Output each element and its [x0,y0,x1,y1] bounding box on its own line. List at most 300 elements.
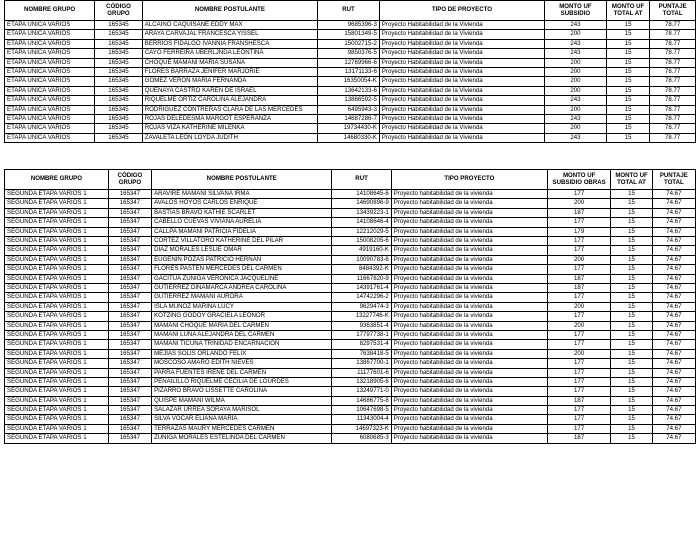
cell-rut: 17797738-1 [332,330,391,339]
table-row [5,133,696,142]
cell-monto-total-at: 15 [606,105,650,114]
cell-nombre-grupo: SEGUNDA ETAPA VARIOS 1 [5,321,109,330]
col-monto-uf-total-at: MONTO UF TOTAL AT [606,1,650,21]
cell-monto-subsidio: 177 [547,424,610,433]
cell-puntaje-total: 78.77 [650,96,696,105]
table-row [5,58,696,67]
cell-codigo-grupo: 165347 [108,265,151,274]
cell-monto-total-at: 15 [611,312,652,321]
cell-nombre-grupo: ETAPA UNICA VARIOS [5,86,95,95]
cell-monto-subsidio: 243 [545,114,607,123]
cell-nombre-grupo: ETAPA UNICA VARIOS [5,39,95,48]
cell-puntaje-total: 74.67 [652,387,695,396]
cell-nombre-postulante: CABELLO CUEVAS VIVIANA AURELIA [152,218,332,227]
cell-monto-subsidio: 200 [547,321,610,330]
table-row [5,114,696,123]
table-row [5,218,696,227]
cell-puntaje-total: 74.67 [652,359,695,368]
cell-codigo-grupo: 165347 [108,434,151,443]
cell-monto-subsidio: 179 [547,227,610,236]
cell-nombre-postulante: ZÚÑIGA MORALES ESTELINDA DEL CARMEN [152,434,332,443]
cell-tipo-proyecto: Proyecto habitabilidad de la vivienda [391,349,547,358]
cell-rut: 4919160-K [332,246,391,255]
cell-codigo-grupo: 165347 [108,227,151,236]
cell-tipo-proyecto: Proyecto Habitabilidad de la Vivienda [379,114,544,123]
cell-monto-total-at: 15 [611,227,652,236]
cell-codigo-grupo: 165347 [108,246,151,255]
cell-nombre-grupo: SEGUNDA ETAPA VARIOS 1 [5,199,109,208]
cell-puntaje-total: 74.67 [652,424,695,433]
cell-nombre-postulante: FLORES BARRAZA JENIFER MARJORIE [142,67,317,76]
cell-nombre-postulante: CALLPA MAMANI PATRICIA FIDELIA [152,227,332,236]
cell-puntaje-total: 74.67 [652,255,695,264]
cell-nombre-grupo: SEGUNDA ETAPA VARIOS 1 [5,340,109,349]
cell-monto-total-at: 15 [611,368,652,377]
cell-tipo-proyecto: Proyecto habitabilidad de la vivienda [391,283,547,292]
col-rut: RUT [318,1,380,21]
table-row [5,293,696,302]
table1-header-row [5,1,696,21]
cell-rut: 14108645-6 [332,190,391,199]
cell-nombre-postulante: GUTIÉRREZ MAMANI AURORA [152,293,332,302]
cell-puntaje-total: 74.67 [652,293,695,302]
cell-rut: 10090783-6 [332,255,391,264]
cell-rut: 13439223-1 [332,208,391,217]
cell-tipo-proyecto: Proyecto Habitabilidad de la Vivienda [379,124,544,133]
table-row [5,265,696,274]
cell-monto-total-at: 15 [606,124,650,133]
cell-tipo-proyecto: Proyecto habitabilidad de la vivienda [391,237,547,246]
cell-nombre-postulante: MAMANI CHOQUE MARÍA DEL CARMEN [152,321,332,330]
cell-nombre-postulante: BERRÍOS FIDALGO IVANNIA FRANSHESCA [142,39,317,48]
cell-rut: 13218905-6 [332,377,391,386]
cell-codigo-grupo: 165347 [108,274,151,283]
cell-rut: 14680330-K [318,133,380,142]
cell-nombre-postulante: CHOQUE MAMANI MARÍA SUSANA [142,58,317,67]
cell-tipo-proyecto: Proyecto habitabilidad de la vivienda [391,368,547,377]
cell-rut: 11177601-6 [332,368,391,377]
cell-nombre-grupo: SEGUNDA ETAPA VARIOS 1 [5,349,109,358]
cell-monto-subsidio: 177 [547,246,610,255]
cell-nombre-postulante: MAMANI LUNA ALEJANDRA DEL CARMEN [152,330,332,339]
cell-nombre-postulante: RODRÍGUEZ CONTRERAS CLARA DE LAS MERCEDES [142,105,317,114]
cell-codigo-grupo: 165347 [108,349,151,358]
cell-nombre-postulante: PIZARRO BRAVO LISSETTE CAROLINA [152,387,332,396]
cell-monto-total-at: 15 [611,218,652,227]
cell-codigo-grupo: 165345 [95,105,143,114]
cell-puntaje-total: 74.67 [652,434,695,443]
cell-nombre-grupo: SEGUNDA ETAPA VARIOS 1 [5,359,109,368]
cell-codigo-grupo: 165345 [95,86,143,95]
cell-nombre-grupo: SEGUNDA ETAPA VARIOS 1 [5,312,109,321]
cell-monto-total-at: 15 [606,133,650,142]
cell-rut: 12769966-6 [318,58,380,67]
cell-monto-subsidio: 243 [545,96,607,105]
cell-rut: 14697323-K [332,424,391,433]
cell-nombre-grupo: SEGUNDA ETAPA VARIOS 1 [5,434,109,443]
cell-tipo-proyecto: Proyecto habitabilidad de la vivienda [391,377,547,386]
cell-monto-total-at: 15 [611,424,652,433]
cell-monto-total-at: 15 [611,199,652,208]
cell-nombre-postulante: MOSCOSO AMARO EDITH NIEVES [152,359,332,368]
cell-codigo-grupo: 165347 [108,208,151,217]
cell-monto-total-at: 15 [606,49,650,58]
cell-nombre-postulante: GÓMEZ VERÓN MARÍA FERNANDA [142,77,317,86]
cell-nombre-grupo: SEGUNDA ETAPA VARIOS 1 [5,377,109,386]
subsidy-table-segunda-etapa [4,169,696,444]
cell-puntaje-total: 74.67 [652,396,695,405]
table-row [5,396,696,405]
cell-puntaje-total: 74.67 [652,377,695,386]
cell-nombre-postulante: QUISPE MAMANI WILMA [152,396,332,405]
cell-tipo-proyecto: Proyecto habitabilidad de la vivienda [391,387,547,396]
cell-rut: 6080685-3 [332,434,391,443]
cell-nombre-grupo: SEGUNDA ETAPA VARIOS 1 [5,387,109,396]
cell-tipo-proyecto: Proyecto habitabilidad de la vivienda [391,293,547,302]
table-row [5,424,696,433]
cell-tipo-proyecto: Proyecto habitabilidad de la vivienda [391,227,547,236]
cell-nombre-postulante: SILVA VOCAR ELIANA MARÍA [152,415,332,424]
cell-nombre-grupo: SEGUNDA ETAPA VARIOS 1 [5,227,109,236]
cell-nombre-grupo: SEGUNDA ETAPA VARIOS 1 [5,190,109,199]
col-puntaje-total: PUNTAJE TOTAL [652,170,695,190]
cell-codigo-grupo: 165347 [108,368,151,377]
col-nombre-postulante: NOMBRE POSTULANTE [142,1,317,21]
cell-nombre-grupo: SEGUNDA ETAPA VARIOS 1 [5,415,109,424]
cell-nombre-grupo: ETAPA UNICA VARIOS [5,49,95,58]
cell-nombre-postulante: SALAZAR URREA SORAYA MARISOL [152,406,332,415]
cell-monto-total-at: 15 [606,86,650,95]
cell-monto-subsidio: 177 [547,368,610,377]
cell-codigo-grupo: 165345 [95,30,143,39]
cell-puntaje-total: 74.67 [652,199,695,208]
cell-tipo-proyecto: Proyecto Habitabilidad de la Vivienda [379,30,544,39]
cell-rut: 12212029-5 [332,227,391,236]
cell-tipo-proyecto: Proyecto habitabilidad de la vivienda [391,424,547,433]
cell-puntaje-total: 78.77 [650,124,696,133]
cell-monto-subsidio: 200 [545,67,607,76]
cell-monto-subsidio: 200 [545,86,607,95]
cell-puntaje-total: 78.77 [650,21,696,30]
cell-monto-total-at: 15 [611,283,652,292]
cell-nombre-grupo: SEGUNDA ETAPA VARIOS 1 [5,237,109,246]
cell-rut: 6495943-3 [318,105,380,114]
table-row [5,86,696,95]
cell-rut: 15801349-5 [318,30,380,39]
cell-monto-subsidio: 200 [547,199,610,208]
cell-monto-subsidio: 187 [547,274,610,283]
table-row [5,434,696,443]
cell-nombre-postulante: PARRA FUENTES IRENE DEL CARMEN [152,368,332,377]
cell-rut: 15008205-6 [332,237,391,246]
cell-tipo-proyecto: Proyecto habitabilidad de la vivienda [391,434,547,443]
cell-rut: 9685396-3 [318,21,380,30]
cell-monto-total-at: 15 [611,340,652,349]
table-row [5,321,696,330]
cell-rut: 14686775-8 [332,396,391,405]
cell-nombre-postulante: KOTZING GODOY GRACIELA LEONOR [152,312,332,321]
cell-tipo-proyecto: Proyecto Habitabilidad de la Vivienda [379,21,544,30]
table1-header [5,1,696,21]
cell-codigo-grupo: 165347 [108,406,151,415]
cell-monto-subsidio: 200 [545,58,607,67]
cell-monto-total-at: 15 [611,274,652,283]
cell-monto-total-at: 15 [611,396,652,405]
cell-puntaje-total: 74.67 [652,246,695,255]
cell-tipo-proyecto: Proyecto habitabilidad de la vivienda [391,265,547,274]
cell-nombre-grupo: ETAPA UNICA VARIOS [5,21,95,30]
table-row [5,208,696,217]
cell-monto-total-at: 15 [606,21,650,30]
cell-nombre-grupo: SEGUNDA ETAPA VARIOS 1 [5,246,109,255]
table-row [5,96,696,105]
col-tipo-proyecto: TIPO PROYECTO [391,170,547,190]
table-row [5,349,696,358]
cell-nombre-grupo: ETAPA UNICA VARIOS [5,124,95,133]
cell-monto-total-at: 15 [611,293,652,302]
cell-codigo-grupo: 165345 [95,49,143,58]
cell-monto-total-at: 15 [606,67,650,76]
cell-rut: 9629474-3 [332,302,391,311]
cell-tipo-proyecto: Proyecto habitabilidad de la vivienda [391,415,547,424]
cell-monto-subsidio: 187 [547,396,610,405]
cell-codigo-grupo: 165347 [108,415,151,424]
cell-monto-total-at: 15 [611,359,652,368]
cell-puntaje-total: 78.77 [650,114,696,123]
cell-nombre-postulante: ZAVALETA LEÓN LOYDA JUDITH [142,133,317,142]
cell-nombre-postulante: DÍAZ MORALES LESLIE OMAR [152,246,332,255]
cell-nombre-grupo: ETAPA UNICA VARIOS [5,114,95,123]
cell-monto-subsidio: 243 [545,49,607,58]
cell-codigo-grupo: 165347 [108,283,151,292]
cell-puntaje-total: 74.67 [652,227,695,236]
cell-nombre-postulante: MAMANI TICUNA TRINIDAD ENCARNACIÓN [152,340,332,349]
cell-monto-total-at: 15 [611,415,652,424]
cell-codigo-grupo: 165347 [108,237,151,246]
cell-rut: 7638418-5 [332,349,391,358]
cell-rut: 16350054-K [318,77,380,86]
cell-codigo-grupo: 165345 [95,39,143,48]
cell-nombre-grupo: SEGUNDA ETAPA VARIOS 1 [5,274,109,283]
cell-rut: 14391761-4 [332,283,391,292]
table-row [5,406,696,415]
table-row [5,359,696,368]
cell-codigo-grupo: 165345 [95,58,143,67]
cell-codigo-grupo: 165345 [95,114,143,123]
cell-monto-subsidio: 177 [547,330,610,339]
cell-tipo-proyecto: Proyecto habitabilidad de la vivienda [391,246,547,255]
cell-codigo-grupo: 165347 [108,190,151,199]
cell-codigo-grupo: 165345 [95,21,143,30]
cell-tipo-proyecto: Proyecto Habitabilidad de la Vivienda [379,77,544,86]
table-row [5,340,696,349]
col-codigo-grupo: CÓDIGO GRUPO [108,170,151,190]
cell-codigo-grupo: 165347 [108,424,151,433]
cell-rut: 13866592-5 [318,96,380,105]
cell-tipo-proyecto: Proyecto habitabilidad de la vivienda [391,199,547,208]
cell-nombre-grupo: SEGUNDA ETAPA VARIOS 1 [5,424,109,433]
cell-puntaje-total: 74.67 [652,218,695,227]
table-row [5,255,696,264]
col-nombre-grupo: NOMBRE GRUPO [5,170,109,190]
cell-monto-subsidio: 177 [547,406,610,415]
table-row [5,49,696,58]
cell-monto-subsidio: 177 [547,218,610,227]
cell-rut: 9850376-5 [318,49,380,58]
cell-nombre-grupo: ETAPA UNICA VARIOS [5,96,95,105]
cell-tipo-proyecto: Proyecto habitabilidad de la vivienda [391,274,547,283]
cell-tipo-proyecto: Proyecto habitabilidad de la vivienda [391,208,547,217]
cell-rut: 13867700-1 [332,359,391,368]
cell-monto-total-at: 15 [611,208,652,217]
table1-body [5,21,696,143]
cell-rut: 8484392-K [332,265,391,274]
cell-codigo-grupo: 165347 [108,377,151,386]
cell-puntaje-total: 74.67 [652,349,695,358]
cell-rut: 15002715-2 [318,39,380,48]
table2-body [5,190,696,444]
cell-nombre-postulante: GACITÚA ZÚÑIGA VERÓNICA JACQUELINE [152,274,332,283]
cell-codigo-grupo: 165347 [108,302,151,311]
cell-rut: 9363851-4 [332,321,391,330]
cell-codigo-grupo: 165347 [108,218,151,227]
cell-codigo-grupo: 165345 [95,77,143,86]
cell-nombre-postulante: ARAYA CARVAJAL FRANCESCA YISSEL [142,30,317,39]
cell-puntaje-total: 78.77 [650,67,696,76]
table-row [5,105,696,114]
cell-tipo-proyecto: Proyecto habitabilidad de la vivienda [391,330,547,339]
cell-monto-subsidio: 200 [545,77,607,86]
table-row [5,387,696,396]
col-rut: RUT [332,170,391,190]
cell-puntaje-total: 78.77 [650,86,696,95]
cell-tipo-proyecto: Proyecto habitabilidad de la vivienda [391,190,547,199]
table-row [5,21,696,30]
cell-rut: 10647698-5 [332,406,391,415]
col-nombre-postulante: NOMBRE POSTULANTE [152,170,332,190]
table-row [5,246,696,255]
cell-monto-subsidio: 177 [547,340,610,349]
cell-rut: 13227746-K [332,312,391,321]
cell-codigo-grupo: 165347 [108,312,151,321]
cell-nombre-grupo: ETAPA UNICA VARIOS [5,77,95,86]
cell-monto-subsidio: 243 [545,39,607,48]
cell-rut: 13642133-6 [318,86,380,95]
table-row [5,377,696,386]
cell-rut: 14742296-2 [332,293,391,302]
cell-nombre-grupo: SEGUNDA ETAPA VARIOS 1 [5,283,109,292]
cell-monto-total-at: 15 [611,246,652,255]
cell-monto-subsidio: 177 [547,387,610,396]
cell-codigo-grupo: 165347 [108,293,151,302]
cell-nombre-postulante: AVALOS HOYOS CARLOS ENRIQUE [152,199,332,208]
table2-header [5,170,696,190]
cell-codigo-grupo: 165347 [108,396,151,405]
table-row [5,227,696,236]
cell-rut: 13171133-6 [318,67,380,76]
cell-codigo-grupo: 165347 [108,340,151,349]
table-row [5,302,696,311]
cell-monto-total-at: 15 [606,58,650,67]
cell-monto-subsidio: 177 [547,377,610,386]
cell-monto-subsidio: 200 [547,255,610,264]
cell-codigo-grupo: 165347 [108,330,151,339]
cell-nombre-postulante: TERRAZAS MAURY MERCEDES CARMEN [152,424,332,433]
cell-puntaje-total: 78.77 [650,49,696,58]
cell-puntaje-total: 74.67 [652,321,695,330]
cell-monto-subsidio: 200 [547,302,610,311]
cell-puntaje-total: 78.77 [650,58,696,67]
table-separator [0,143,700,169]
cell-monto-subsidio: 177 [547,312,610,321]
cell-rut: 8297531-4 [332,340,391,349]
cell-puntaje-total: 74.67 [652,368,695,377]
cell-monto-total-at: 15 [606,77,650,86]
cell-tipo-proyecto: Proyecto habitabilidad de la vivienda [391,406,547,415]
cell-rut: 13249771-0 [332,387,391,396]
cell-rut: 11343004-4 [332,415,391,424]
cell-nombre-postulante: ROJAS DELEDESMA MARGOT ESPERANZA [142,114,317,123]
cell-nombre-postulante: CORTEZ VILLATORO KATHERINE DEL PILAR [152,237,332,246]
cell-nombre-grupo: SEGUNDA ETAPA VARIOS 1 [5,265,109,274]
col-tipo-proyecto: TIPO DE PROYECTO [379,1,544,21]
cell-monto-subsidio: 200 [545,105,607,114]
cell-codigo-grupo: 165345 [95,96,143,105]
cell-nombre-grupo: SEGUNDA ETAPA VARIOS 1 [5,396,109,405]
cell-monto-subsidio: 177 [547,190,610,199]
table-row [5,77,696,86]
col-puntaje-total: PUNTAJE TOTAL [650,1,696,21]
cell-nombre-grupo: ETAPA UNICA VARIOS [5,133,95,142]
cell-tipo-proyecto: Proyecto Habitabilidad de la Vivienda [379,39,544,48]
cell-monto-total-at: 15 [611,377,652,386]
cell-codigo-grupo: 165347 [108,387,151,396]
table-row [5,312,696,321]
cell-nombre-postulante: GUTIÉRREZ DINAMARCA ANDREA CAROLINA [152,283,332,292]
col-monto-uf-total-at: MONTO UF TOTAL AT [611,170,652,190]
cell-monto-total-at: 15 [611,255,652,264]
cell-tipo-proyecto: Proyecto habitabilidad de la vivienda [391,340,547,349]
cell-codigo-grupo: 165347 [108,359,151,368]
cell-puntaje-total: 78.77 [650,77,696,86]
table-row [5,67,696,76]
cell-monto-subsidio: 200 [545,124,607,133]
cell-rut: 11667820-9 [332,274,391,283]
cell-nombre-grupo: SEGUNDA ETAPA VARIOS 1 [5,255,109,264]
cell-puntaje-total: 74.67 [652,208,695,217]
cell-nombre-grupo: SEGUNDA ETAPA VARIOS 1 [5,293,109,302]
cell-monto-total-at: 15 [606,30,650,39]
table2-header-row [5,170,696,190]
col-nombre-grupo: NOMBRE GRUPO [5,1,95,21]
cell-nombre-grupo: SEGUNDA ETAPA VARIOS 1 [5,368,109,377]
cell-monto-total-at: 15 [611,237,652,246]
table-row [5,283,696,292]
cell-puntaje-total: 78.77 [650,105,696,114]
cell-monto-subsidio: 200 [545,30,607,39]
cell-nombre-grupo: SEGUNDA ETAPA VARIOS 1 [5,330,109,339]
cell-monto-total-at: 15 [611,330,652,339]
cell-monto-subsidio: 177 [547,415,610,424]
cell-nombre-grupo: ETAPA UNICA VARIOS [5,105,95,114]
table-row [5,237,696,246]
cell-puntaje-total: 74.67 [652,340,695,349]
cell-monto-total-at: 15 [611,190,652,199]
cell-tipo-proyecto: Proyecto habitabilidad de la vivienda [391,396,547,405]
cell-puntaje-total: 74.67 [652,415,695,424]
cell-monto-subsidio: 243 [545,21,607,30]
cell-nombre-grupo: SEGUNDA ETAPA VARIOS 1 [5,406,109,415]
